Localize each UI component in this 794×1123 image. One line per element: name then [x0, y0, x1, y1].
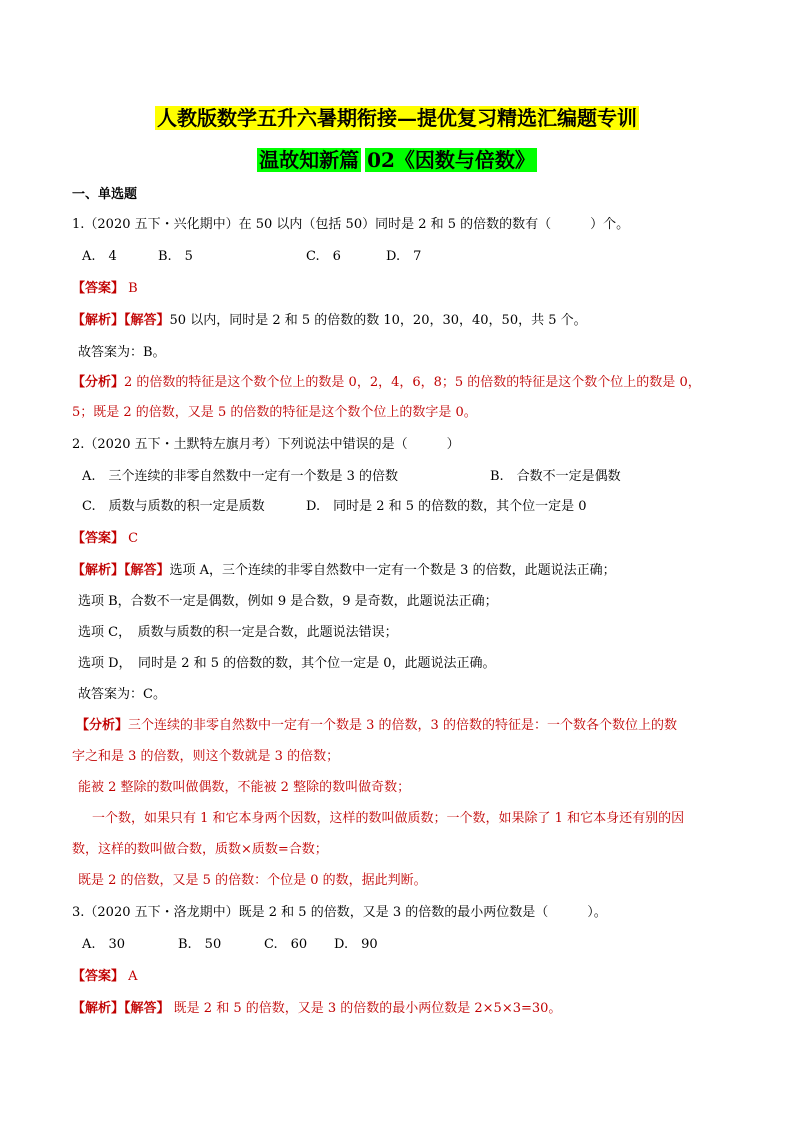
main-title: 人教版数学五升六暑期衔接—提优复习精选汇编题专训 — [157, 106, 637, 130]
q1-conclusion: 故答案为：B。 — [78, 345, 166, 360]
q2-option-b: B. 合数不一定是偶数 — [490, 469, 621, 484]
q2-conclusion: 故答案为：C。 — [78, 687, 166, 702]
q1-answer: 【答案】 B — [72, 281, 138, 296]
q3-option-c: C. 60 — [264, 937, 308, 952]
q1-stem: 1.（2020 五下・兴化期中）在 50 以内（包括 50）同时是 2 和 5 的倍数的数有（ ）个。 — [72, 217, 630, 232]
title-line-2 — [0, 146, 794, 174]
q1-options — [82, 248, 421, 266]
q2-option-d: D. 同时是 2 和 5 的倍数的数，其个位一定是 0 — [306, 499, 587, 514]
q2-fenxi-6: 既是 2 的倍数，又是 5 的倍数：个位是 0 的数，据此判断。 — [78, 873, 427, 888]
q3-stem: 3.（2020 五下・洛龙期中）既是 2 和 5 的倍数，又是 3 的倍数的最小两位数是（ ）。 — [72, 905, 607, 920]
q2-answer: 【答案】 C — [72, 531, 139, 546]
q2-stem: 2.（2020 五下・土默特左旗月考）下列说法中错误的是（ ） — [72, 437, 460, 452]
q2-option-a: A. 三个连续的非零自然数中一定有一个数是 3 的倍数 — [82, 469, 399, 484]
subtitle-part-a: 温故知新篇 — [259, 148, 360, 172]
q2-analysis-1: 【解析】【解答】选项 A，三个连续的非零自然数中一定有一个数是 3 的倍数，此题说法正确； — [72, 563, 616, 578]
q2-options-row2 — [82, 498, 587, 516]
q2-option-c: C. 质数与质数的积一定是质数 — [82, 499, 265, 514]
q1-option-b: B. 5 — [158, 249, 193, 264]
q2-analysis-2: 选项 B，合数不一定是偶数，例如 9 是合数，9 是奇数，此题说法正确； — [78, 594, 498, 609]
q2-analysis-3: 选项 C， 质数与质数的积一定是合数，此题说法错误； — [78, 625, 398, 640]
q3-answer: 【答案】 A — [72, 969, 138, 984]
q2-fenxi-3: 能被 2 整除的数叫做偶数，不能被 2 整除的数叫做奇数； — [78, 780, 411, 795]
q3-option-d: D. 90 — [334, 937, 378, 952]
q2-fenxi-2: 字之和是 3 的倍数，则这个数就是 3 的倍数； — [72, 749, 340, 764]
title-line-1 — [0, 104, 794, 132]
q3-option-b: B. 50 — [178, 937, 222, 952]
q1-option-a: A. 4 — [82, 249, 117, 264]
q1-option-c: C. 6 — [306, 249, 341, 264]
q3-options — [82, 936, 378, 954]
q1-analysis: 【解析】【解答】50 以内，同时是 2 和 5 的倍数的数 10，20，30，40，50，共 5 个。 — [72, 313, 587, 328]
q3-option-a: A. 30 — [82, 937, 126, 952]
q2-fenxi-5: 数，这样的数叫做合数，质数×质数=合数； — [72, 842, 328, 857]
q2-fenxi-1: 【分析】三个连续的非零自然数中一定有一个数是 3 的倍数，3 的倍数的特征是：一个数各个数位上的数 — [76, 718, 677, 733]
q2-fenxi-4: 一个数，如果只有 1 和它本身两个因数，这样的数叫做质数；一个数，如果除了 1 和它本身还有别的因 — [92, 811, 685, 826]
q1-fenxi-1: 【分析】2 的倍数的特征是这个数个位上的数是 0，2，4，6，8；5 的倍数的特征是这个数个位上的数是 0， — [72, 375, 701, 390]
q1-fenxi-2: 5；既是 2 的倍数，又是 5 的倍数的特征是这个数个位上的数字是 0。 — [72, 405, 477, 420]
q2-analysis-4: 选项 D， 同时是 2 和 5 的倍数的数，其个位一定是 0，此题说法正确。 — [78, 656, 496, 671]
section-heading: 一、单选题 — [72, 187, 138, 202]
subtitle-part-b: 02《因数与倍数》 — [367, 148, 535, 172]
q2-options-row1 — [82, 468, 621, 486]
q3-analysis: 【解析】【解答】 既是 2 和 5 的倍数，又是 3 的倍数的最小两位数是 2×5×3=30。 — [72, 1001, 562, 1016]
q1-option-d: D. 7 — [386, 249, 422, 264]
